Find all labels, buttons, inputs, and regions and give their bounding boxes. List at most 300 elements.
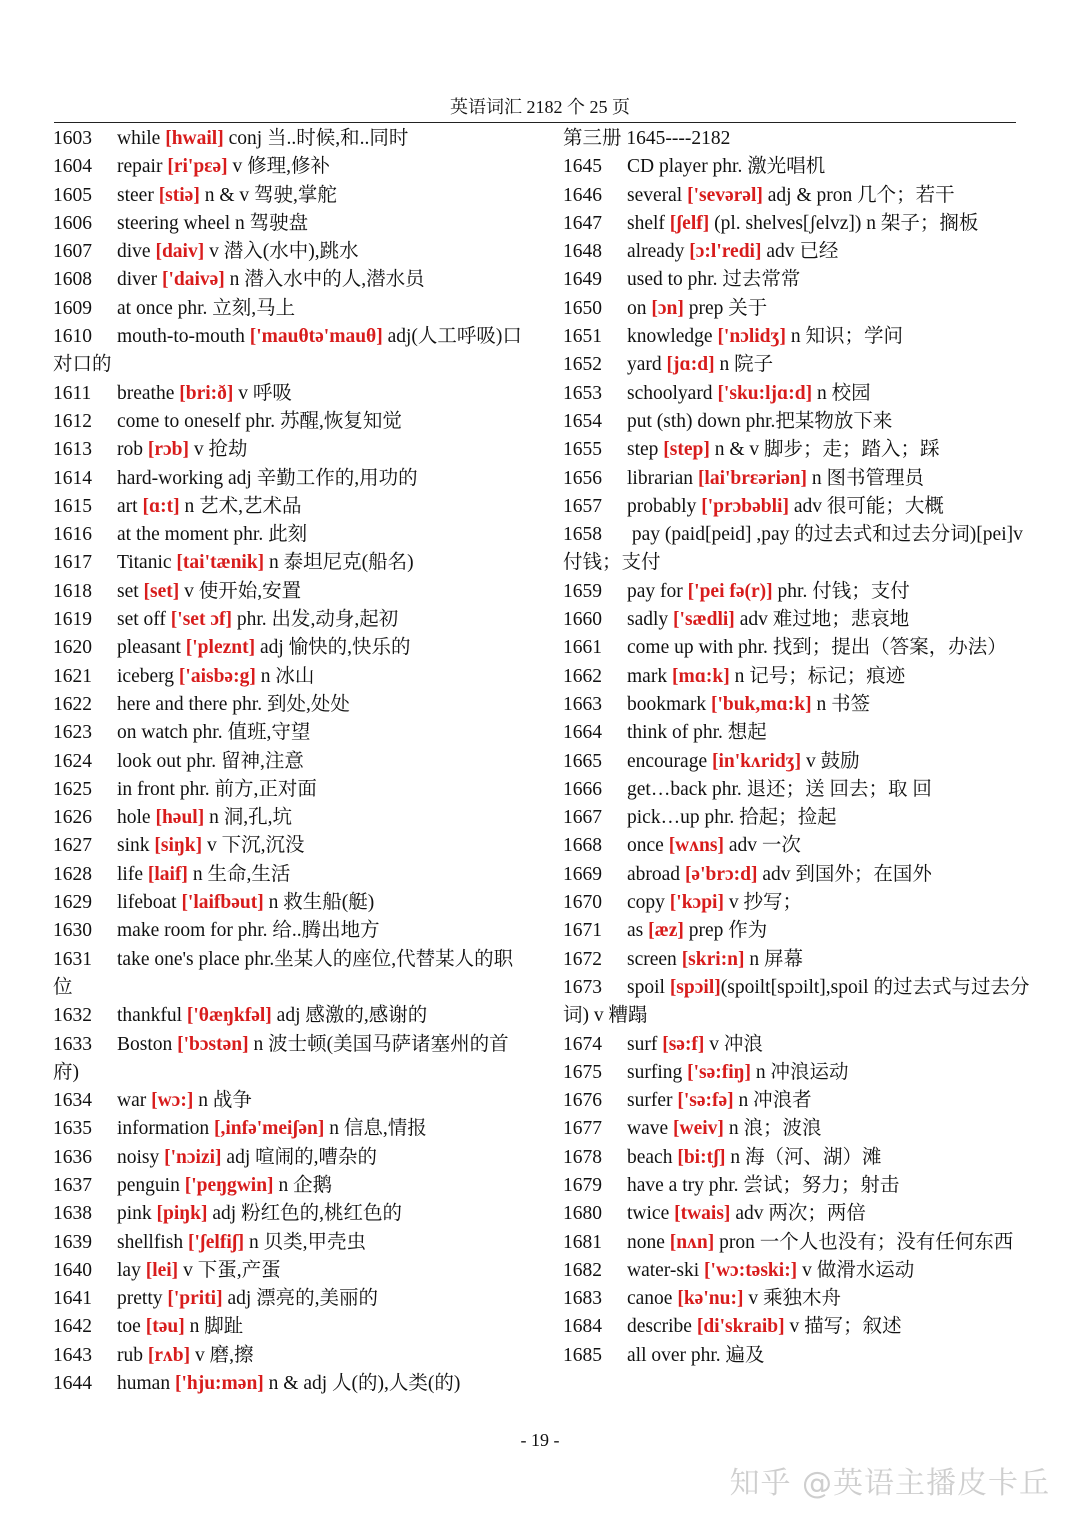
entry-word: lay [117,1259,146,1281]
entry-text [117,748,523,776]
entry-definition: n 泰坦尼克(船名) [264,552,414,574]
entry-definition: adj(人工呼吸)口对口的 [53,326,522,376]
entry-text [627,637,1007,658]
entry-word: sadly [627,609,674,631]
entry-definition: n & v 驾驶,掌舵 [199,184,337,206]
entry-word: CD player phr. 激光唱机 [627,156,826,178]
entry-word: on [627,297,652,319]
entry-phonetic: ['bɔstən] [177,1033,249,1055]
entry-number: 1647 [563,212,602,234]
entry-word: human [117,1373,175,1395]
vocab-entry [563,634,1043,662]
vocab-entry [563,719,1043,747]
entry-definition: v 呼吸 [233,382,292,404]
entry-number: 1641 [53,1288,92,1310]
vocab-entry [563,1087,1043,1115]
entry-definition: v 乘独木舟 [743,1288,841,1310]
vocab-entry [53,153,523,181]
vocab-entry [53,748,523,776]
entry-number: 1619 [53,609,92,631]
entry-word: information [117,1118,214,1140]
entry-definition: n 书签 [811,693,871,715]
entry-word: pink [117,1203,157,1225]
entry-definition: adv 两次；两倍 [730,1203,866,1225]
entry-phonetic: [stiə] [158,184,200,206]
page-header: 英语词汇 2182 个 25 页 [450,97,630,117]
vocab-entry [563,1144,1043,1172]
entry-number: 1632 [53,1005,92,1027]
entry-number: 1678 [563,1146,602,1168]
entry-number: 1609 [53,297,92,319]
entry-phonetic: ['daivə] [161,269,225,291]
entry-text [627,691,1043,719]
entry-text [117,295,523,323]
vocab-entry [563,804,1043,832]
entry-phonetic: [ri'pɛə] [167,156,228,178]
entry-word: pleasant [117,637,186,659]
entry-phonetic: ['priti] [167,1288,223,1310]
entry-word: shelf [627,212,670,234]
entry-word: breathe [117,382,180,404]
entry-word: several [627,184,688,206]
entry-word: spoil [627,976,670,998]
entry-word: canoe [627,1288,678,1310]
entry-number: 1604 [53,156,92,178]
entry-definition: n 企鹅 [273,1174,333,1196]
vocab-entry [563,493,1043,521]
entry-phonetic: ['peŋgwin] [184,1174,274,1196]
entry-number: 1610 [53,326,92,348]
entry-number: 1685 [563,1344,602,1366]
entry-phonetic: [rɔb] [147,439,190,461]
entry-word: on watch phr. 值班,守望 [117,722,311,744]
entry-phonetic: ['hju:mən] [174,1373,264,1395]
vocab-entry [53,804,523,832]
entry-text [627,323,1043,351]
entry-phonetic: [twais] [674,1203,731,1225]
entry-definition: v 鼓励 [801,750,860,772]
entry-definition: (pl. shelves[ʃelvz]) n 架子；搁板 [709,212,979,234]
entry-number: 1661 [563,637,602,659]
entry-number: 1631 [53,948,92,970]
vocab-entry [53,889,523,917]
entry-word: toe [117,1316,146,1338]
vocab-entry [563,1031,1043,1059]
entry-text [117,436,523,464]
entry-text [117,1002,523,1030]
page-number: - 19 - [520,1430,560,1450]
entry-word: beach [627,1146,678,1168]
vocab-entry [53,861,523,889]
entry-number: 1666 [563,778,602,800]
entry-number: 1651 [563,326,602,348]
entry-definition: n 洞,孔,坑 [204,807,292,829]
entry-word: knowledge [627,326,718,348]
entry-definition: adv 一次 [723,835,801,857]
vocab-entry [53,521,523,549]
entry-text [117,465,523,493]
left-column [53,125,523,1398]
vocab-entry [563,380,1043,408]
entry-number: 1621 [53,665,92,687]
vocab-entry [53,1031,523,1088]
vocab-entry [53,1342,523,1370]
vocab-entry [563,1229,1043,1257]
entry-text [117,1144,523,1172]
entry-text [627,748,1043,776]
entry-number: 1684 [563,1316,602,1338]
vocab-entry [53,719,523,747]
entry-number: 1660 [563,609,602,631]
entry-phonetic: ['prɔbəbli] [701,495,789,517]
entry-definition: adv 到国外；在国外 [757,863,932,885]
entry-text [627,1115,1043,1143]
vocab-entry [53,691,523,719]
entry-text [627,804,1043,832]
entry-definition: n 救生船(艇) [263,892,375,914]
entry-word: take one's place phr.坐某人的座位,代替某人的职位 [53,948,514,998]
entry-number: 1642 [53,1316,92,1338]
entry-number: 1615 [53,495,92,517]
entry-number: 1630 [53,920,92,942]
vocab-entry [563,1313,1043,1341]
entry-word: come to oneself phr. 苏醒,恢复知觉 [117,410,402,432]
entry-text [117,238,523,266]
entry-phonetic: [spɔil] [669,976,721,998]
vocab-entry [563,323,1043,351]
entry-word: lifeboat [117,892,182,914]
entry-word: encourage [627,750,712,772]
entry-word: pick…up phr. 拾起；捡起 [627,807,837,829]
entry-text [117,776,523,804]
entry-definition: n 知识；学问 [785,326,903,348]
entry-word: here and there phr. 到处,处处 [117,693,350,715]
vocab-entry [563,1172,1043,1200]
entry-word: once [627,835,669,857]
vocab-entry [53,1313,523,1341]
entry-text [117,1313,523,1341]
entry-number: 1625 [53,778,92,800]
entry-number: 1662 [563,665,602,687]
right-column [563,125,1043,1370]
entry-definition: adj 愉快的,快乐的 [255,637,411,659]
vocab-entry [563,1342,1043,1370]
entry-number: 1681 [563,1231,602,1253]
entry-number: 1677 [563,1118,602,1140]
entry-text [627,493,1043,521]
vocab-entry [53,465,523,493]
entry-phonetic: ['buk,mɑ:k] [710,693,812,715]
entry-number: 1624 [53,750,92,772]
entry-text [117,1200,523,1228]
entry-word: yard [627,354,667,376]
entry-word: thankful [117,1005,187,1027]
entry-number: 1663 [563,693,602,715]
vocab-entry [563,182,1043,210]
entry-word: pay (paid[peid] ,pay 的过去式和过去分词)[pei]v 付钱；支付 [563,524,1023,574]
vocab-entry [563,889,1043,917]
entry-number: 1620 [53,637,92,659]
entry-text [627,380,1043,408]
entry-word: steer [117,184,159,206]
entry-text [627,832,1043,860]
entry-word: have a try phr. 尝试；努力；射击 [627,1174,900,1196]
vocab-entry [53,182,523,210]
entry-phonetic: ['sku:ljɑ:d] [717,382,813,404]
entry-definition: phr. 出发,动身,起初 [231,609,399,631]
entry-number: 1675 [563,1061,602,1083]
entry-number: 1617 [53,552,92,574]
entry-word: war [117,1090,152,1112]
entry-word: penguin [117,1174,185,1196]
entry-definition: adj 感激的,感谢的 [271,1005,428,1027]
entry-definition: prep 作为 [683,920,768,942]
entry-word: screen [627,948,682,970]
vocab-entry [563,1200,1043,1228]
entry-text [117,1370,523,1398]
entry-number: 1652 [563,354,602,376]
entry-word: diver [117,269,162,291]
vocab-entry [53,1002,523,1030]
entry-phonetic: [step] [663,439,710,461]
entry-text [117,266,523,294]
entry-text [627,408,1043,436]
entry-text [627,436,1043,464]
watermark: 知乎 @英语主播皮卡丘 [729,1466,1050,1501]
entry-word: repair [117,156,168,178]
entry-word: hole [117,807,156,829]
entry-text [627,1031,1043,1059]
entry-phonetic: [di'skraib] [696,1316,785,1338]
vocab-entry [53,1172,523,1200]
entry-number: 1611 [53,382,92,404]
entry-phonetic: ['kɔpi] [669,892,724,914]
entry-word: art [117,495,143,517]
entry-phonetic: [piŋk] [156,1203,208,1225]
entry-number: 1667 [563,807,602,829]
vocab-entry [53,1115,523,1143]
entry-number: 1665 [563,750,602,772]
vocab-entry [53,606,523,634]
entry-word: rob [117,439,148,461]
entry-definition: n 战争 [193,1090,252,1112]
entry-text [627,776,1043,804]
entry-text [627,889,1043,917]
entry-word: set [117,580,144,602]
entry-definition: n 记号；标记；痕迹 [729,665,906,687]
entry-number: 1613 [53,439,92,461]
entry-phonetic: [skri:n] [681,948,745,970]
entry-phonetic: [jɑ:d] [666,354,715,376]
entry-number: 1644 [53,1373,92,1395]
entry-number: 1672 [563,948,602,970]
entry-number: 1637 [53,1174,92,1196]
entry-word: all over phr. 遍及 [627,1344,765,1366]
entry-text [117,408,523,436]
entry-definition: adv 已经 [761,241,839,263]
entry-number: 1645 [563,156,602,178]
entry-phonetic: [bi:tʃ] [677,1146,726,1168]
vocab-entry [563,691,1043,719]
entry-text [117,1342,523,1370]
vocab-entry [563,917,1043,945]
vocab-entry [53,663,523,691]
entry-phonetic: [təu] [145,1316,185,1338]
entry-phonetic: [ɔ:l'redi] [689,241,762,263]
vocab-entry [563,606,1043,634]
vocab-entry [53,493,523,521]
vocab-entry [563,1115,1043,1143]
entry-text [117,210,523,238]
entry-text [117,832,523,860]
entry-word: twice [627,1203,675,1225]
vocab-entry [53,1229,523,1257]
entry-phonetic: ['mauθtə'mauθ] [249,326,383,348]
entry-phonetic: [daiv] [155,241,205,263]
vocab-entry [53,266,523,294]
vocab-entry [53,1144,523,1172]
entry-number: 1616 [53,524,92,546]
vocab-entry [53,634,523,662]
entry-definition: n 院子 [714,354,774,376]
entry-phonetic: [həul] [155,807,205,829]
entry-word: already [627,241,690,263]
entry-text [117,634,523,662]
vocab-entry [563,578,1043,606]
entry-text [117,153,523,181]
entry-word: wave [627,1118,674,1140]
entry-number: 1676 [563,1090,602,1112]
vocab-entry [563,295,1043,323]
vocab-entry [53,832,523,860]
entry-text [117,182,523,210]
entry-text [53,1034,509,1083]
entry-definition: n 波士顿(美国马萨诸塞州的首府) [53,1033,509,1083]
entry-number: 1671 [563,920,602,942]
vocab-entry [563,436,1043,464]
entry-definition: adj 喧闹的,嘈杂的 [221,1146,377,1168]
entry-number: 1607 [53,241,92,263]
entry-text [117,493,523,521]
entry-text [627,719,1043,747]
entry-phonetic: ['pleznt] [185,637,256,659]
vocab-entry [53,238,523,266]
entry-word: think of phr. 想起 [627,722,767,744]
entry-number: 1643 [53,1344,92,1366]
entry-word: while [117,128,166,149]
entry-word: step [627,439,664,461]
entry-number: 1626 [53,807,92,829]
entry-phonetic: ['sə:fiŋ] [687,1061,752,1083]
entry-text [627,153,1043,181]
entry-word: mark [627,665,672,687]
entry-text [627,1200,1043,1228]
entry-text [627,1144,1043,1172]
entry-text [117,1172,523,1200]
vocab-entry [563,210,1043,238]
entry-definition: v 下沉,沉没 [202,835,305,857]
entry-definition: phr. 付钱；支付 [772,580,910,602]
entry-word: in front phr. 前方,正对面 [117,778,317,800]
entry-phonetic: [lei] [145,1259,179,1281]
entry-word: pay for [627,580,688,602]
entry-definition: n 屏幕 [744,948,804,970]
entry-word: surfing [627,1061,688,1083]
entry-definition: v 冲浪 [704,1033,763,1055]
entry-text [627,946,1043,974]
vocab-entry [53,125,523,153]
vocab-entry [563,408,1043,436]
vocab-entry [563,861,1043,889]
entry-word: sink [117,835,155,857]
entry-word: describe [627,1316,697,1338]
entry-definition: n 信息,情报 [324,1118,427,1140]
entry-definition: n 冲浪者 [733,1090,812,1112]
vocab-entry [53,1087,523,1115]
entry-phonetic: [in'kʌridʒ] [712,750,802,772]
section-title: 第三册 1645----2182 [563,128,731,149]
vocab-entry [53,408,523,436]
vocab-entry [53,549,523,577]
entry-text [627,861,1043,889]
entry-text [627,1172,1043,1200]
vocab-entry [53,323,523,380]
entry-text [117,549,523,577]
entry-text [627,295,1043,323]
vocab-entry [563,832,1043,860]
vocab-entry [563,663,1043,691]
entry-text [117,606,523,634]
entry-number: 1635 [53,1118,92,1140]
entry-number: 1627 [53,835,92,857]
entry-number: 1659 [563,580,602,602]
entry-text [627,1257,1043,1285]
entry-phonetic: [ɑ:t] [142,495,180,517]
entry-number: 1638 [53,1203,92,1225]
entry-word: at the moment phr. 此刻 [117,524,308,546]
entry-text [627,663,1043,691]
vocab-entry [53,917,523,945]
entry-text [117,861,523,889]
entry-text [627,351,1043,379]
entry-word: abroad [627,863,685,885]
entry-phonetic: [tai'tænik] [176,552,265,574]
entry-definition: v 描写；叙述 [784,1316,902,1338]
entry-definition: adj 漂亮的,美丽的 [222,1288,379,1310]
entry-text [627,1087,1043,1115]
entry-text [627,1285,1043,1313]
entry-word: shellfish [117,1231,188,1253]
entry-definition: v 磨,擦 [190,1344,254,1366]
vocab-entry [53,1285,523,1313]
entry-text [117,1115,523,1143]
entry-definition: pron 一个人也没有；没有任何东西 [714,1231,1014,1253]
entry-text [627,606,1043,634]
entry-word: iceberg [117,665,179,687]
entry-word: pretty [117,1288,168,1310]
entry-number: 1654 [563,410,602,432]
vocab-entry [563,748,1043,776]
entry-phonetic: ['pei fə(r)] [687,580,773,602]
entry-number: 1679 [563,1174,602,1196]
entry-text [117,125,523,153]
entry-word: probably [627,495,702,517]
entry-number: 1668 [563,835,602,857]
entry-number: 1614 [53,467,92,489]
entry-definition: n 浪；波浪 [723,1118,822,1140]
entry-word: hard-working adj 辛勤工作的,用功的 [117,467,418,489]
entry-text [53,326,522,375]
